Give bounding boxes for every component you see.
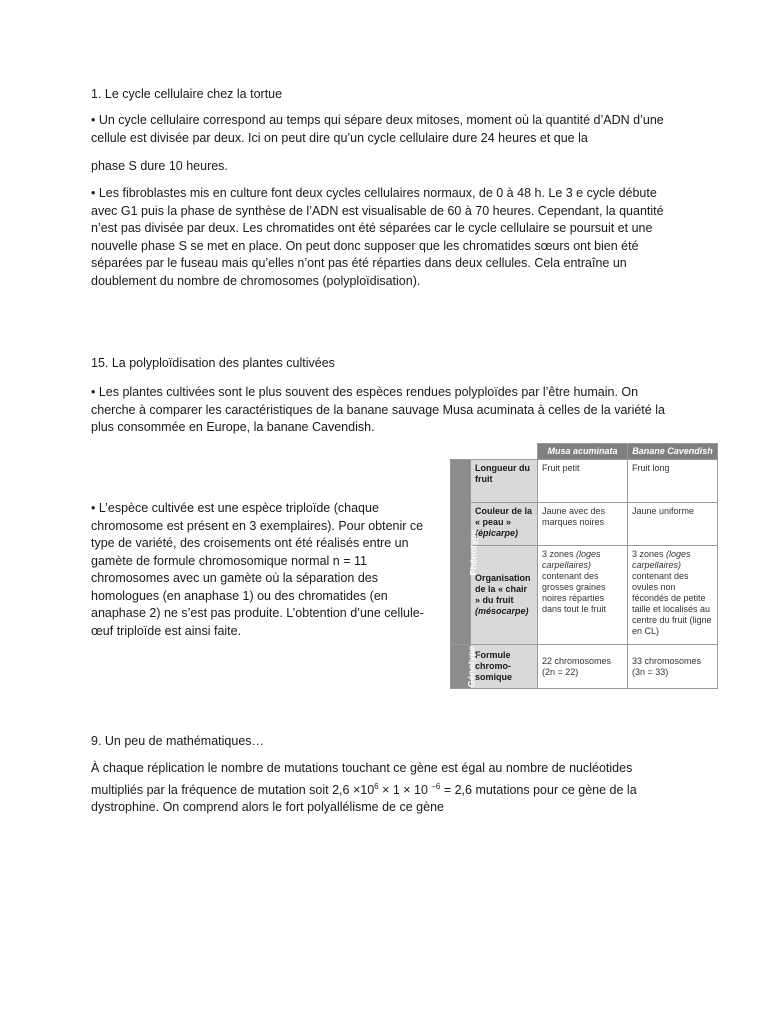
exponent-6: 6 (374, 781, 379, 791)
section-1-paragraph-1: • Un cycle cellulaire correspond au temps qui sépare deux mitoses, moment où la quantité d’ADN d’une cellule est divisée par deux. Ici on peut dire qu’un cycle cellulaire dure 24 heures et que la (91, 113, 664, 145)
cell-musa-couleur: Jaune avec des marques noires (538, 503, 628, 546)
row-label-couleur: Couleur de la « peau » (épicarpe) (471, 503, 538, 546)
exponent-minus-6: –6 (431, 781, 441, 791)
row-label-formule: Formule chromo-somique (471, 645, 538, 689)
section-15-title: 15. La polyploïdisation des plantes cultivées (91, 356, 335, 370)
row-label-longueur: Longueur du fruit (471, 460, 538, 503)
cell-cavendish-formule: 33 chromosomes (3n = 33) (628, 645, 718, 689)
section-9-paragraph (91, 760, 681, 817)
section-9-line-2a: multipliés par la fréquence de mutation soit 2,6 ×10 (91, 782, 375, 797)
row-label-organisation: Organisation de la « chair » du fruit (mésocarpe) (471, 546, 538, 645)
cell-musa-longueur: Fruit petit (538, 460, 628, 503)
section-9-line-1: À chaque réplication le nombre de mutations touchant ce gène est égal au nombre de nucléotides (91, 761, 633, 775)
cell-cavendish-organisation: 3 zones (loges carpellaires) contenant des ovules non fécondés de petite taille et localisés au centre du fruit (ligne en CL) (628, 546, 718, 645)
table-header-musa: Musa acuminata (538, 444, 628, 460)
section-9-line-2c: = 2,6 mutations pour ce gène de la (440, 782, 637, 797)
section-15-paragraph-2: • L’espèce cultivée est une espèce triploïde (chaque chromosome est présent en 3 exemplaires). Pour obtenir ce type de variété, des croisements ont été réalisés entre un gamète de formule chromosomique normal n = 11 chromosomes avec un gamète où la séparation des homologues (en anaphase 1) ou des chromatides (en anaphase 2) ne s’est pas produite. L’obtention d’une cellule-œuf triploïde est ainsi faite. (91, 501, 424, 638)
banana-comparison-table (450, 443, 717, 693)
cell-cavendish-couleur: Jaune uniforme (628, 503, 718, 546)
section-15-paragraph-1: • Les plantes cultivées sont le plus souvent des espèces rendues polyploïdes par l’être humain. On cherche à comparer les caractéristiques de la banane sauvage Musa acuminata à celles de la variété la plus consommée en Europe, la banane Cavendish. (91, 385, 665, 434)
section-1-paragraph-2: • Les fibroblastes mis en culture font deux cycles cellulaires normaux, de 0 à 48 h. Le 3 e cycle débute avec G1 puis la phase de synthèse de l’ADN est visualisable de 60 à 70 heures. Cependant, la quantité n’est pas divisée par deux. Les chromatides ont été séparées car le cycle cellulaire se poursuit et une nouvelle phase S se met en place. On peut donc supposer que les chromatides sœurs ont bien été séparées par le fuseau mais qu’elles n’ont pas été réparties dans deux cellules. Cela entraîne un doublement du nombre de chromosomes (polyploïdisation). (91, 186, 664, 288)
section-9-line-2b: × 1 × 10 (378, 782, 432, 797)
section-9-title: 9. Un peu de mathématiques… (91, 734, 265, 748)
cell-musa-organisation: 3 zones (loges carpellaires) contenant des grosses graines noires réparties dans tout le fruit (538, 546, 628, 645)
cell-musa-formule: 22 chromosomes (2n = 22) (538, 645, 628, 689)
section-9-line-3: dystrophine. On comprend alors le fort polyallélisme de ce gène (91, 800, 444, 815)
table-group-phenotype: Phénotype (451, 460, 471, 645)
table-empty-corner (451, 444, 538, 460)
table-header-cavendish: Banane Cavendish (628, 444, 718, 460)
section-1-paragraph-1-continued: phase S dure 10 heures. (91, 159, 228, 173)
section-1-title: 1. Le cycle cellulaire chez la tortue (91, 87, 283, 101)
table-group-genotype: Génotype (451, 645, 471, 689)
cell-cavendish-longueur: Fruit long (628, 460, 718, 503)
